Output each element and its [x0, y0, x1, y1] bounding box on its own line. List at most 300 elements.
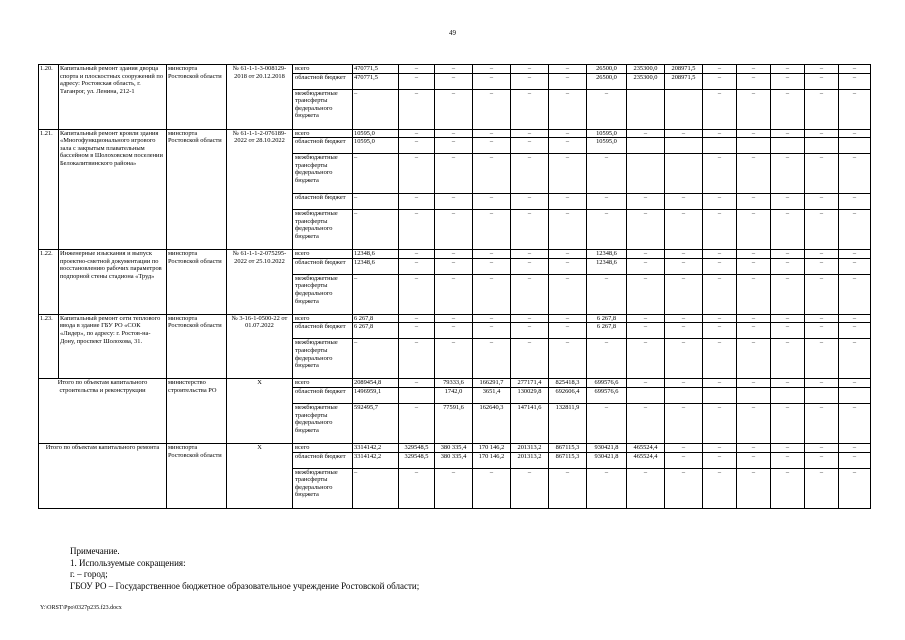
- document-cell: X: [227, 379, 293, 444]
- value-cell: –: [665, 250, 703, 259]
- value-cell: –: [805, 403, 839, 443]
- value-cell: –: [805, 129, 839, 138]
- value-cell: –: [549, 323, 587, 339]
- value-cell: –: [435, 274, 473, 314]
- value-cell: –: [771, 73, 805, 89]
- value-cell: –: [839, 154, 871, 194]
- value-cell: –: [511, 129, 549, 138]
- row-number-cell: 1.20.: [39, 65, 59, 130]
- value-cell: –: [665, 210, 703, 250]
- value-cell: –: [399, 210, 435, 250]
- value-cell: –: [839, 89, 871, 129]
- value-cell: –: [549, 210, 587, 250]
- funding-type-cell: областной бюджет: [293, 323, 353, 339]
- value-cell: –: [839, 314, 871, 323]
- value-cell: –: [627, 379, 665, 388]
- value-cell: –: [839, 258, 871, 274]
- row-number-cell: 1.23.: [39, 314, 59, 379]
- value-cell: –: [665, 314, 703, 323]
- object-name-cell: Инженерные изыскания и выпуск проектно-сметной документации по восстановлению рабочих параметров подпорной стены стадиона «Труд»: [59, 250, 167, 315]
- value-cell: –: [737, 403, 771, 443]
- value-cell: [703, 138, 737, 154]
- executor-cell: минспорта Ростовской области: [167, 443, 227, 508]
- value-cell: 277171,4: [511, 379, 549, 388]
- value-cell: –: [839, 339, 871, 379]
- value-cell: –: [399, 274, 435, 314]
- value-cell: [839, 138, 871, 154]
- value-cell: –: [805, 210, 839, 250]
- object-name-cell: Капитальный ремонт здания дворца спорта и плоскостных сооружений по адресу: Ростовская область, г. Таганрог, ул. Ленина, 212-1: [59, 65, 167, 130]
- value-cell: –: [473, 274, 511, 314]
- value-cell: 6 267,8: [353, 323, 399, 339]
- value-cell: [399, 387, 435, 403]
- value-cell: –: [771, 89, 805, 129]
- value-cell: –: [473, 314, 511, 323]
- row-number-cell: 1.21.: [39, 129, 59, 250]
- value-cell: –: [839, 73, 871, 89]
- value-cell: 465524,4: [627, 452, 665, 468]
- value-cell: –: [435, 314, 473, 323]
- value-cell: –: [399, 194, 435, 210]
- executor-cell: министерство строительства РО: [167, 379, 227, 444]
- value-cell: –: [839, 274, 871, 314]
- table-row: [39, 379, 871, 388]
- value-cell: –: [549, 258, 587, 274]
- value-cell: 329548,5: [399, 452, 435, 468]
- value-cell: –: [627, 129, 665, 138]
- value-cell: 1496959,1: [353, 387, 399, 403]
- value-cell: [737, 387, 771, 403]
- value-cell: –: [549, 138, 587, 154]
- value-cell: 930421,8: [587, 443, 627, 452]
- value-cell: –: [435, 89, 473, 129]
- value-cell: –: [665, 194, 703, 210]
- value-cell: –: [805, 258, 839, 274]
- value-cell: –: [399, 403, 435, 443]
- funding-type-cell: межбюджетные трансферты федерального бюджета: [293, 403, 353, 443]
- value-cell: –: [771, 314, 805, 323]
- note-line-1: 1. Используемые сокращения:: [70, 557, 186, 568]
- value-cell: –: [771, 274, 805, 314]
- value-cell: –: [703, 89, 737, 129]
- value-cell: –: [511, 258, 549, 274]
- value-cell: –: [435, 250, 473, 259]
- value-cell: –: [627, 210, 665, 250]
- value-cell: –: [353, 468, 399, 508]
- value-cell: –: [627, 323, 665, 339]
- value-cell: –: [703, 65, 737, 74]
- value-cell: [805, 138, 839, 154]
- note-title: Примечание.: [70, 546, 120, 556]
- value-cell: –: [473, 210, 511, 250]
- value-cell: 10595,0: [353, 129, 399, 138]
- document-cell: № 61-1-1-2-075295-2022 от 25.10.2022: [227, 250, 293, 315]
- value-cell: –: [549, 129, 587, 138]
- value-cell: –: [587, 194, 627, 210]
- value-cell: 692606,4: [549, 387, 587, 403]
- value-cell: –: [549, 314, 587, 323]
- value-cell: –: [737, 89, 771, 129]
- value-cell: 208971,5: [665, 65, 703, 74]
- value-cell: –: [627, 403, 665, 443]
- value-cell: [665, 89, 703, 129]
- document-cell: № 61-1-1-2-076189-2022 от 28.10.2022: [227, 129, 293, 250]
- value-cell: –: [805, 379, 839, 388]
- value-cell: –: [703, 443, 737, 452]
- value-cell: –: [703, 129, 737, 138]
- value-cell: 6 267,8: [587, 323, 627, 339]
- value-cell: –: [839, 194, 871, 210]
- value-cell: –: [511, 339, 549, 379]
- table-row: [39, 443, 871, 452]
- funding-type-cell: межбюджетные трансферты федерального бюджета: [293, 154, 353, 194]
- value-cell: –: [665, 274, 703, 314]
- value-cell: 867115,3: [549, 443, 587, 452]
- value-cell: –: [473, 258, 511, 274]
- value-cell: –: [771, 154, 805, 194]
- value-cell: –: [771, 65, 805, 74]
- value-cell: –: [703, 379, 737, 388]
- value-cell: –: [473, 323, 511, 339]
- value-cell: –: [665, 379, 703, 388]
- value-cell: 79333,6: [435, 379, 473, 388]
- value-cell: 10595,0: [587, 138, 627, 154]
- table-row: [39, 314, 871, 323]
- value-cell: –: [805, 154, 839, 194]
- value-cell: 867115,3: [549, 452, 587, 468]
- value-cell: –: [805, 65, 839, 74]
- value-cell: 12348,6: [587, 250, 627, 259]
- value-cell: –: [353, 89, 399, 129]
- value-cell: 235300,0: [627, 73, 665, 89]
- value-cell: –: [511, 314, 549, 323]
- value-cell: –: [771, 403, 805, 443]
- value-cell: –: [473, 339, 511, 379]
- value-cell: 12348,6: [353, 258, 399, 274]
- total-label-cell: Итого по объектам капитального строительства и реконструкции: [39, 379, 167, 444]
- value-cell: 380 335,4: [435, 452, 473, 468]
- value-cell: –: [771, 258, 805, 274]
- value-cell: 235300,0: [627, 65, 665, 74]
- funding-type-cell: межбюджетные трансферты федерального бюджета: [293, 274, 353, 314]
- value-cell: –: [665, 443, 703, 452]
- value-cell: –: [511, 154, 549, 194]
- value-cell: –: [839, 250, 871, 259]
- value-cell: 162640,3: [473, 403, 511, 443]
- value-cell: –: [771, 210, 805, 250]
- value-cell: –: [549, 339, 587, 379]
- value-cell: 465524,4: [627, 443, 665, 452]
- value-cell: 170 146,2: [473, 452, 511, 468]
- value-cell: [665, 138, 703, 154]
- executor-cell: минспорта Ростовской области: [167, 250, 227, 315]
- value-cell: –: [435, 129, 473, 138]
- value-cell: –: [549, 73, 587, 89]
- value-cell: –: [771, 443, 805, 452]
- value-cell: –: [665, 452, 703, 468]
- value-cell: –: [473, 468, 511, 508]
- object-name-cell: Капитальный ремонт кровли здания «Многофункционального игрового зала с закрытым плавательным бассейном в Шолоховском поселении Белокалитвинского района»: [59, 129, 167, 250]
- value-cell: –: [737, 314, 771, 323]
- funding-type-cell: межбюджетные трансферты федерального бюджета: [293, 210, 353, 250]
- value-cell: –: [549, 89, 587, 129]
- value-cell: –: [473, 250, 511, 259]
- value-cell: –: [627, 194, 665, 210]
- value-cell: –: [805, 452, 839, 468]
- value-cell: –: [549, 250, 587, 259]
- value-cell: –: [549, 154, 587, 194]
- value-cell: –: [737, 194, 771, 210]
- note-line-3: ГБОУ РО – Государственное бюджетное образовательное учреждение Ростовской области;: [70, 580, 420, 591]
- value-cell: –: [435, 210, 473, 250]
- value-cell: –: [665, 339, 703, 379]
- value-cell: –: [511, 65, 549, 74]
- value-cell: –: [805, 194, 839, 210]
- value-cell: –: [511, 138, 549, 154]
- value-cell: 201313,2: [511, 443, 549, 452]
- value-cell: –: [805, 339, 839, 379]
- value-cell: 699576,6: [587, 387, 627, 403]
- value-cell: –: [805, 468, 839, 508]
- value-cell: 329548,5: [399, 443, 435, 452]
- value-cell: 3314142,2: [353, 452, 399, 468]
- value-cell: 380 335,4: [435, 443, 473, 452]
- value-cell: –: [435, 258, 473, 274]
- value-cell: 470771,5: [353, 65, 399, 74]
- value-cell: –: [839, 65, 871, 74]
- value-cell: –: [399, 379, 435, 388]
- value-cell: –: [473, 138, 511, 154]
- value-cell: 166291,7: [473, 379, 511, 388]
- funding-type-cell: всего: [293, 250, 353, 259]
- value-cell: –: [353, 154, 399, 194]
- value-cell: –: [703, 154, 737, 194]
- value-cell: –: [737, 154, 771, 194]
- value-cell: [703, 387, 737, 403]
- value-cell: –: [839, 323, 871, 339]
- value-cell: –: [665, 323, 703, 339]
- value-cell: 10595,0: [353, 138, 399, 154]
- document-cell: № 3-16-1-0500-22 от 01.07.2022: [227, 314, 293, 379]
- document-cell: № 61-1-1-3-008129-2018 от 20.12.2018: [227, 65, 293, 130]
- value-cell: –: [737, 468, 771, 508]
- object-name-cell: Капитальный ремонт сети теплового ввода в здание ГБУ РО «СОК «Лидер», по адресу: г. Ростов-на-Дону, проспект Шолохова, 31.: [59, 314, 167, 379]
- value-cell: –: [839, 210, 871, 250]
- value-cell: –: [399, 89, 435, 129]
- value-cell: –: [805, 89, 839, 129]
- value-cell: –: [399, 154, 435, 194]
- value-cell: –: [805, 323, 839, 339]
- value-cell: –: [771, 250, 805, 259]
- value-cell: –: [839, 129, 871, 138]
- value-cell: –: [703, 339, 737, 379]
- value-cell: –: [627, 274, 665, 314]
- value-cell: 12348,6: [353, 250, 399, 259]
- value-cell: –: [435, 73, 473, 89]
- value-cell: –: [549, 194, 587, 210]
- value-cell: 6 267,8: [587, 314, 627, 323]
- value-cell: –: [511, 194, 549, 210]
- value-cell: –: [737, 339, 771, 379]
- funding-type-cell: межбюджетные трансферты федерального бюджета: [293, 89, 353, 129]
- value-cell: 201313,2: [511, 452, 549, 468]
- value-cell: [805, 387, 839, 403]
- value-cell: [627, 387, 665, 403]
- funding-type-cell: областной бюджет: [293, 452, 353, 468]
- value-cell: –: [353, 339, 399, 379]
- value-cell: 26500,0: [587, 65, 627, 74]
- value-cell: –: [353, 194, 399, 210]
- value-cell: –: [399, 250, 435, 259]
- value-cell: –: [703, 194, 737, 210]
- value-cell: –: [435, 339, 473, 379]
- value-cell: 2089454,8: [353, 379, 399, 388]
- value-cell: [839, 387, 871, 403]
- executor-cell: минспорта Ростовской области: [167, 314, 227, 379]
- value-cell: –: [399, 65, 435, 74]
- value-cell: –: [627, 314, 665, 323]
- value-cell: 6 267,8: [353, 314, 399, 323]
- funding-type-cell: областной бюджет: [293, 387, 353, 403]
- table-row: [39, 250, 871, 259]
- value-cell: –: [703, 468, 737, 508]
- value-cell: 12348,6: [587, 258, 627, 274]
- program-table: [38, 64, 871, 509]
- funding-type-cell: областной бюджет: [293, 194, 353, 210]
- value-cell: –: [627, 250, 665, 259]
- table-row: [39, 129, 871, 138]
- value-cell: –: [839, 403, 871, 443]
- value-cell: –: [805, 73, 839, 89]
- value-cell: –: [511, 323, 549, 339]
- value-cell: –: [473, 129, 511, 138]
- value-cell: –: [353, 210, 399, 250]
- file-path-footer: Y:\ORST\Ppo\0327p235.f23.docx: [40, 605, 122, 611]
- value-cell: –: [511, 73, 549, 89]
- value-cell: –: [805, 250, 839, 259]
- executor-cell: минспорта Ростовской области: [167, 129, 227, 250]
- value-cell: [771, 138, 805, 154]
- value-cell: –: [627, 339, 665, 379]
- value-cell: –: [737, 129, 771, 138]
- value-cell: –: [737, 258, 771, 274]
- value-cell: –: [473, 73, 511, 89]
- value-cell: –: [435, 138, 473, 154]
- value-cell: –: [805, 443, 839, 452]
- value-cell: –: [549, 65, 587, 74]
- value-cell: 470771,5: [353, 73, 399, 89]
- value-cell: –: [473, 89, 511, 129]
- funding-type-cell: всего: [293, 129, 353, 138]
- value-cell: –: [665, 129, 703, 138]
- funding-type-cell: всего: [293, 443, 353, 452]
- funding-type-cell: областной бюджет: [293, 258, 353, 274]
- total-label-cell: Итого по объектам капитального ремонта: [39, 443, 167, 508]
- value-cell: –: [587, 274, 627, 314]
- value-cell: –: [399, 468, 435, 508]
- value-cell: –: [587, 210, 627, 250]
- value-cell: 170 146,2: [473, 443, 511, 452]
- funding-type-cell: межбюджетные трансферты федерального бюджета: [293, 468, 353, 508]
- value-cell: –: [703, 210, 737, 250]
- value-cell: –: [737, 65, 771, 74]
- value-cell: –: [435, 323, 473, 339]
- value-cell: –: [511, 274, 549, 314]
- value-cell: –: [839, 379, 871, 388]
- note-line-2: г. – город;: [70, 569, 108, 580]
- value-cell: –: [805, 314, 839, 323]
- value-cell: [665, 154, 703, 194]
- value-cell: –: [435, 154, 473, 194]
- value-cell: –: [399, 314, 435, 323]
- value-cell: –: [771, 379, 805, 388]
- value-cell: –: [703, 314, 737, 323]
- value-cell: –: [473, 194, 511, 210]
- value-cell: –: [511, 250, 549, 259]
- document-cell: X: [227, 443, 293, 508]
- value-cell: –: [737, 73, 771, 89]
- value-cell: –: [511, 210, 549, 250]
- value-cell: 77591,6: [435, 403, 473, 443]
- value-cell: –: [771, 194, 805, 210]
- value-cell: –: [737, 452, 771, 468]
- funding-type-cell: всего: [293, 65, 353, 74]
- value-cell: –: [771, 468, 805, 508]
- value-cell: –: [839, 443, 871, 452]
- value-cell: –: [587, 89, 627, 129]
- value-cell: –: [435, 194, 473, 210]
- value-cell: –: [665, 258, 703, 274]
- value-cell: –: [839, 452, 871, 468]
- value-cell: –: [703, 403, 737, 443]
- value-cell: 130029,8: [511, 387, 549, 403]
- value-cell: –: [703, 274, 737, 314]
- value-cell: [665, 387, 703, 403]
- value-cell: 825418,3: [549, 379, 587, 388]
- value-cell: –: [627, 258, 665, 274]
- value-cell: –: [511, 468, 549, 508]
- table-row: [39, 65, 871, 74]
- value-cell: –: [473, 65, 511, 74]
- value-cell: –: [665, 403, 703, 443]
- value-cell: [737, 138, 771, 154]
- value-cell: –: [549, 274, 587, 314]
- row-number-cell: 1.22.: [39, 250, 59, 315]
- value-cell: –: [627, 468, 665, 508]
- value-cell: –: [737, 274, 771, 314]
- funding-type-cell: межбюджетные трансферты федерального бюджета: [293, 339, 353, 379]
- funding-type-cell: областной бюджет: [293, 138, 353, 154]
- value-cell: –: [399, 73, 435, 89]
- value-cell: –: [511, 89, 549, 129]
- value-cell: –: [435, 468, 473, 508]
- funding-type-cell: всего: [293, 379, 353, 388]
- value-cell: 10595,0: [587, 129, 627, 138]
- value-cell: –: [771, 452, 805, 468]
- value-cell: –: [771, 323, 805, 339]
- value-cell: –: [399, 129, 435, 138]
- value-cell: –: [399, 258, 435, 274]
- value-cell: –: [587, 339, 627, 379]
- value-cell: –: [473, 154, 511, 194]
- value-cell: –: [737, 210, 771, 250]
- value-cell: –: [703, 73, 737, 89]
- value-cell: –: [587, 468, 627, 508]
- value-cell: –: [435, 65, 473, 74]
- value-cell: –: [587, 403, 627, 443]
- value-cell: –: [771, 339, 805, 379]
- value-cell: 3651,4: [473, 387, 511, 403]
